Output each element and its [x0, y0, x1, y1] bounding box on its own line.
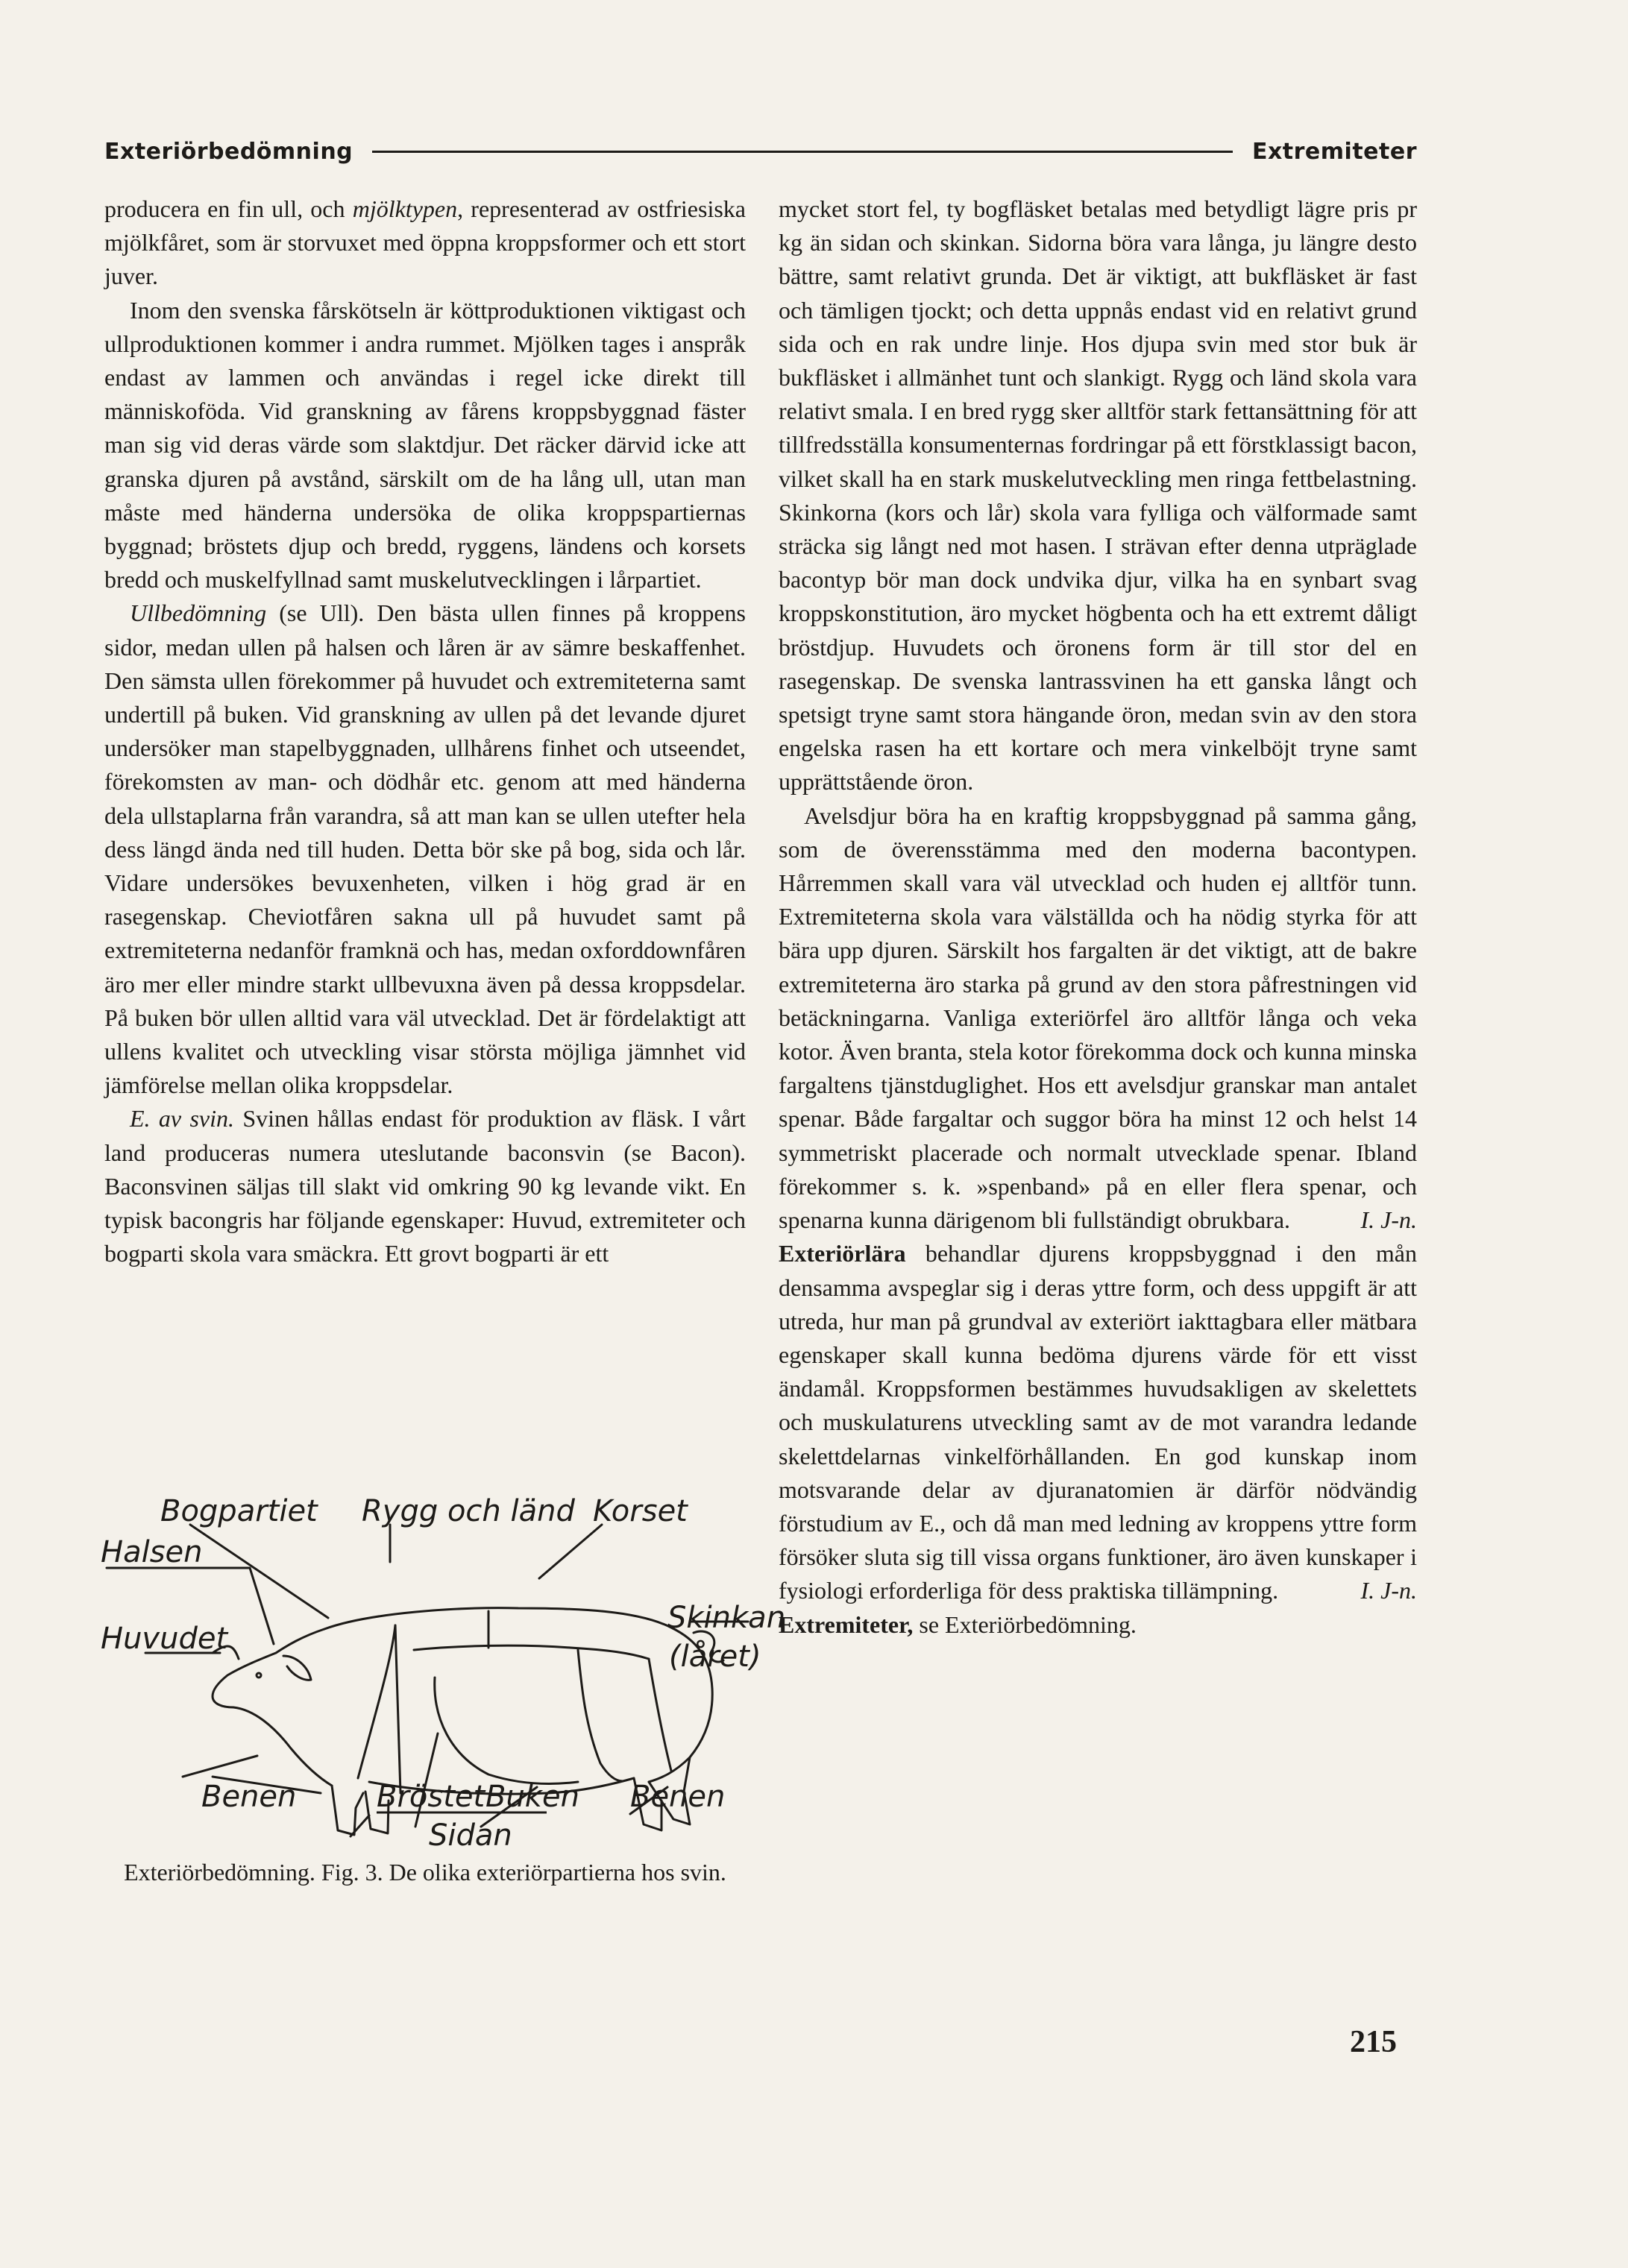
text-run: Svinen hållas endast för produktion av fläsk. I vårt land produceras numera uteslutande baconsvin (se Bacon). Baconsvinen säljas till slakt vid omkring 90 kg levande vikt. En typisk bacongris har följande egenskaper: Huvud, extremiteter och bogparti skola vara smäckra. Ett grovt bogparti är ett [104, 1105, 747, 1267]
pig-illustration [101, 1480, 786, 1860]
label-bogpartiet: Bogpartiet [160, 1494, 318, 1528]
page-number: 215 [1350, 2025, 1397, 2059]
label-skinkan: Skinkan [667, 1601, 786, 1635]
figure-caption: Exteriörbedömning. Fig. 3. De olika exteriörpartierna hos svin. [124, 1859, 726, 1886]
paragraph [104, 1102, 746, 1270]
text-run: Avelsdjur böra ha en kraftig kroppsbyggnad på samma gång, som de överensstämma med den moderna bacontypen. Hårremmen skall vara väl utvecklad och huden ej alltför tunn. Extremiteterna skola vara välställda och ha nödig styrka för att bära upp djuren. Särskilt hos fargalten är det viktigt, att de bakre extremiteterna äro starka på grund av den stora påfrestningen vid betäckningarna. Vanliga exteriörfel äro alltför långa och veka kotor. Även branta, stela kotor förekomma dock och kunna minska fargaltens tjänstduglighet. Hos ett avelsdjur granskar man antalet spenar. Både fargaltar och suggor böra ha minst 12 och helst 14 symmetriskt placerade och normalt utvecklade spenar. Ibland förekommer s. k. »spenband» på en eller flera spenar, och spenarna kunna därigenom bli fullständigt obrukbara. [779, 801, 1417, 1234]
header-rule [372, 151, 1233, 153]
encyclopedia-entry [779, 1237, 1417, 1607]
label-rygg-och-land: Rygg och länd [362, 1494, 575, 1528]
label-benen-left: Benen [201, 1780, 297, 1814]
text-run: (se Ull). Den bästa ullen finnes på kroppens sidor, medan ullen på halsen och låren är av sämre beskaffenhet. Den sämsta ullen förekommer på huvudet och extremiteterna samt undertill på buken. Vid granskning av ullen på det levande djuret undersöker man stapelbyggnaden, ullhårens finhet och utseendet, förekomsten av man- och dödhår etc. genom att med händerna dela ullstaplarna från varandra, så att man kan se ullen utefter hela dess längd ända ned till huden. Detta bör ske på bog, sida och lår. Vidare undersökes bevuxenheten, vilken i hög grad är en rasegenskap. Cheviotfåren sakna ull på huvudet samt på extremiteterna nedanför framknä och has, medan oxforddownfåren äro mer eller mindre starkt ullbevuxna även på dessa kroppsdelar. På buken bör ullen alltid vara väl utvecklad. Det är fördelaktigt att ullens kvalitet och utveckling visar största möjliga jämnhet vid jämförelse mellan olika kroppsdelar. [104, 599, 746, 1099]
paragraph [104, 596, 746, 1102]
label-brostet: Bröstet [377, 1780, 485, 1814]
emphasis: E. av svin. [130, 1105, 234, 1133]
paragraph: mycket stort fel, ty bogfläsket betalas med betydligt lägre pris pr kg än sidan och skinkan. Sidorna böra vara långa, ju längre desto bättre, samt relativt grunda. Det är viktigt, att bukfläsket är fast och tämligen tjockt; och detta uppnås endast vid en relativt grund sida och en rak undre linje. Hos djupa svin med stor buk är bukfläsket i allmänhet tunt och slankigt. Rygg och länd skola vara relativt smala. I en bred rygg sker alltför stark fettansättning för att tillfredsställa konsumenternas fordringar på ett förstklassigt bacon, vilket skall ha en stark muskelutveckling men ringa fettbelastning. Skinkorna (kors och lår) skola vara fylliga och välformade samt sträcka sig långt ned mot hasen. I strävan efter denna utpräglade bacontyp bör man dock undvika djur, vilka ha en synbart svag kroppskonstitution, äro mycket högbenta och ha ett extremt dåligt bröstdjup. Huvudets och öronens form är till stor del en rasegenskap. De svenska lantrassvinen ha ett ganska långt och spetsigt tryne samt stora hängande öron, medan svin av den stora engelska rasen ha ett kortare och mera vinkelböjt tryne samt upprättstående öron. [779, 195, 1417, 796]
author-signature: I. J-n. [1360, 1577, 1417, 1604]
label-buken: Buken [485, 1780, 579, 1814]
emphasis: Ullbedömning [130, 599, 267, 627]
running-head-left: Exteriörbedömning [104, 138, 353, 165]
label-korset: Korset [593, 1494, 688, 1528]
pig-diagram [101, 1480, 786, 1860]
label-laret: (låret) [669, 1639, 761, 1674]
emphasis: mjölktypen [352, 195, 458, 222]
text-run: se Exteriörbedömning. [913, 1610, 1137, 1638]
running-head-right: Extremiteter [1251, 138, 1417, 165]
paragraph [779, 799, 1417, 1238]
text-run: producera en fin ull, och [104, 195, 353, 222]
text-run: , representerad av ostfriesiska mjölkfåret, som är storvuxet med öppna kroppsformer och ett stort juver. [104, 195, 747, 290]
author-signature: I. J-n. [1360, 1206, 1417, 1234]
label-sidan: Sidan [429, 1818, 512, 1853]
label-halsen: Halsen [101, 1535, 203, 1569]
paragraph: Inom den svenska fårskötseln är köttproduktionen viktigast och ullproduktionen kommer i andra rummet. Mjölken tages i anspråk endast av lammen och användas i regel icke direkt till människoföda. Vid granskning av fårens kroppsbyggnad fäster man sig vid deras värde som slaktdjur. Det räcker därvid icke att granska djuren på avstånd, särskilt om de ha lång ull, utan man måste med händerna undersöka de olika kroppspartiernas byggnad; bröstets djup och bredd, ryggens, ländens och korsets bredd och muskelfyllnad samt muskelutvecklingen i lårpartiet. [104, 296, 746, 593]
right-column [779, 192, 1417, 1642]
label-huvudet: Huvudet [101, 1622, 228, 1656]
label-benen-right: Benen [630, 1780, 726, 1814]
encyclopedia-entry [779, 1608, 1417, 1642]
paragraph [104, 192, 746, 294]
left-column [104, 192, 746, 1271]
running-head [104, 133, 1417, 170]
text-run: behandlar djurens kroppsbyggnad i den mån densamma avspeglar sig i deras yttre form, och dess uppgift är att utreda, hur man på grundval av exteriört iakttagbara eller mätbara egenskaper skall kunna bedöma djurens värde för ett visst ändamål. Kroppsformen bestämmes huvudsakligen av skelettets och muskulaturens utveckling samt av de mot varandra ledande skelettdelarnas vinkelförhållanden. En god kunskap inom motsvarande delar av djuranatomien är därför nödvändig förstudium av E., och då man med ledning av kroppens yttre form försöker sluta sig till vissa organs funktioner, äro även kunskaper i fysiologi erforderliga för dess praktiska tillämpning. [779, 1240, 1417, 1604]
entry-headword: Extremiteter, [779, 1610, 914, 1638]
entry-headword: Exteriörlära [779, 1240, 906, 1267]
